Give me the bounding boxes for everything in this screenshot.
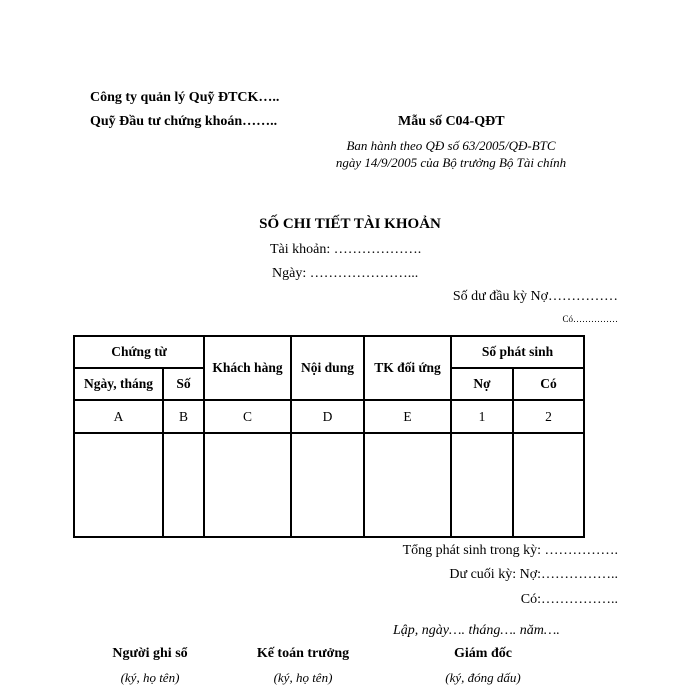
header-customer: Khách hàng: [204, 336, 291, 400]
company-name: Công ty quản lý Quỹ ĐTCK…..: [90, 90, 280, 105]
form-code: Mẫu số C04-QĐT: [398, 114, 505, 129]
header-voucher-group: Chứng từ: [74, 336, 204, 368]
opening-balance-debit: Số dư đầu kỳ Nợ……………: [452, 289, 618, 304]
header-amount-group: Số phát sinh: [451, 336, 584, 368]
column-code: C: [204, 400, 291, 433]
header-voucher-date: Ngày, tháng: [74, 368, 163, 400]
column-code: 2: [513, 400, 584, 433]
signature-director-note: (ký, đóng dấu): [445, 670, 521, 685]
column-code: D: [291, 400, 364, 433]
signature-chief-accountant-note: (ký, họ tên): [273, 670, 333, 685]
table-cell[interactable]: [204, 433, 291, 537]
signature-director-title: Giám đốc: [454, 646, 512, 661]
table-header-row: [74, 336, 584, 368]
opening-balance-credit: Có……………: [562, 314, 618, 324]
date-field: Ngày: …………………...: [272, 266, 419, 281]
column-code: A: [74, 400, 163, 433]
table-cell[interactable]: [451, 433, 513, 537]
table-cell[interactable]: [364, 433, 451, 537]
column-code: B: [163, 400, 204, 433]
header-credit: Có: [513, 368, 584, 400]
period-total: Tổng phát sinh trong kỳ: …………….: [402, 543, 618, 558]
closing-balance-debit: Dư cuối kỳ: Nợ:……………..: [449, 567, 618, 582]
header-voucher-no: Số: [163, 368, 204, 400]
ledger-table: [73, 335, 585, 538]
fund-name: Quỹ Đầu tư chứng khoán……..: [90, 114, 278, 129]
decree-reference: Ban hành theo QĐ số 63/2005/QĐ-BTC: [346, 138, 556, 153]
table-cell[interactable]: [291, 433, 364, 537]
column-code: 1: [451, 400, 513, 433]
signature-chief-accountant-title: Kế toán trưởng: [256, 646, 350, 661]
column-code: E: [364, 400, 451, 433]
table-row: [74, 433, 584, 537]
place-date-line: Lập, ngày…. tháng…. năm….: [393, 623, 560, 638]
header-content: Nội dung: [291, 336, 364, 400]
signature-recorder-title: Người ghi sổ: [112, 646, 188, 661]
signature-recorder-note: (ký, họ tên): [120, 670, 180, 685]
page-title: SỐ CHI TIẾT TÀI KHOẢN: [259, 216, 441, 232]
header-debit: Nợ: [451, 368, 513, 400]
closing-balance-credit: Có:……………..: [520, 592, 618, 607]
table-cell[interactable]: [163, 433, 204, 537]
column-code-row: [74, 400, 584, 433]
table-cell[interactable]: [74, 433, 163, 537]
decree-date: ngày 14/9/2005 của Bộ trưởng Bộ Tài chính: [335, 155, 567, 170]
account-field: Tài khoản: ……………….: [270, 242, 422, 257]
table-cell[interactable]: [513, 433, 584, 537]
header-contra-account: TK đối ứng: [364, 336, 451, 400]
